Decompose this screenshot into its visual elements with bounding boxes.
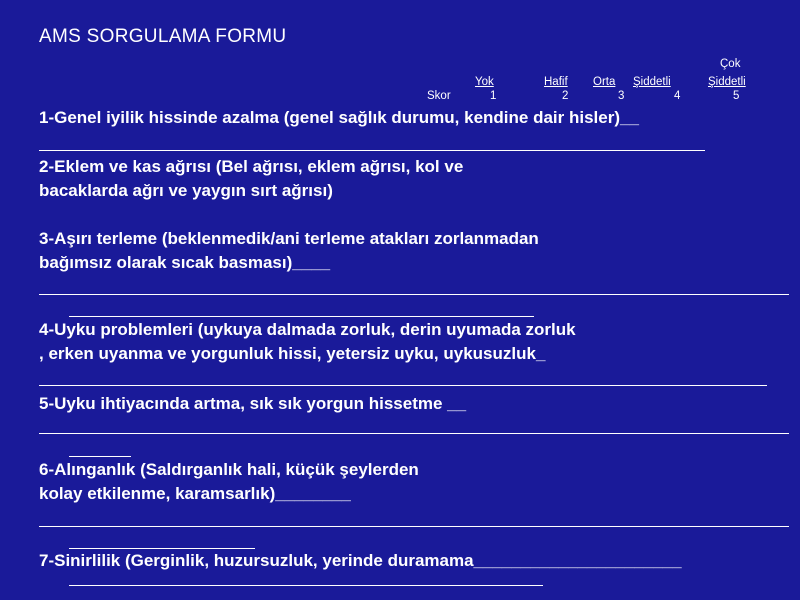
scale-level-hafif: Hafif bbox=[544, 76, 568, 88]
question-2 bbox=[39, 155, 463, 203]
question-4 bbox=[39, 318, 576, 366]
question-3 bbox=[39, 227, 539, 275]
answer-line bbox=[39, 150, 705, 151]
question-6 bbox=[39, 458, 419, 506]
scale-cok-label: Çok bbox=[720, 58, 741, 70]
question-line: , erken uyanma ve yorgunluk hissi, yetersiz uyku, uykusuzluk_ bbox=[39, 344, 546, 363]
answer-line bbox=[39, 526, 789, 527]
answer-line bbox=[69, 456, 131, 457]
scale-score-5: 5 bbox=[733, 90, 740, 102]
answer-line bbox=[69, 585, 543, 586]
question-line: kolay etkilenme, karamsarlık)________ bbox=[39, 484, 351, 503]
question-line: 7-Sinirlilik (Gerginlik, huzursuzluk, yerinde duramama______________________ bbox=[39, 551, 682, 570]
question-line: bağımsız olarak sıcak basması)____ bbox=[39, 253, 331, 272]
question-line: bacaklarda ağrı ve yaygın sırt ağrısı) bbox=[39, 181, 333, 200]
answer-line bbox=[39, 385, 767, 386]
question-line: 2-Eklem ve kas ağrısı (Bel ağrısı, eklem ağrısı, kol ve bbox=[39, 157, 464, 176]
answer-line bbox=[39, 294, 789, 295]
scale-skor-label: Skor bbox=[427, 90, 451, 102]
scale-level-orta: Orta bbox=[593, 76, 616, 88]
question-1 bbox=[39, 106, 639, 130]
question-5 bbox=[39, 392, 466, 416]
scale-level-yok: Yok bbox=[475, 76, 494, 88]
scale-score-3: 3 bbox=[618, 90, 625, 102]
question-line: 4-Uyku problemleri (uykuya dalmada zorluk, derin uyumada zorluk bbox=[39, 320, 576, 339]
form-title: AMS SORGULAMA FORMU bbox=[39, 26, 287, 47]
question-line: 5-Uyku ihtiyacında artma, sık sık yorgun hissetme __ bbox=[39, 394, 467, 413]
answer-line bbox=[39, 433, 789, 434]
question-7 bbox=[39, 549, 682, 573]
question-line: 3-Aşırı terleme (beklenmedik/ani terleme atakları zorlanmadan bbox=[39, 229, 539, 248]
scale-score-2: 2 bbox=[562, 90, 569, 102]
scale-score-1: 1 bbox=[490, 90, 497, 102]
scale-level-cok-siddetli: Şiddetli bbox=[708, 76, 746, 88]
scale-level-siddetli: Şiddetli bbox=[633, 76, 671, 88]
question-line: 6-Alınganlık (Saldırganlık hali, küçük şeylerden bbox=[39, 460, 419, 479]
scale-score-4: 4 bbox=[674, 90, 681, 102]
question-line: 1-Genel iyilik hissinde azalma (genel sağlık durumu, kendine dair hisler)__ bbox=[39, 108, 639, 127]
answer-line bbox=[69, 316, 534, 317]
